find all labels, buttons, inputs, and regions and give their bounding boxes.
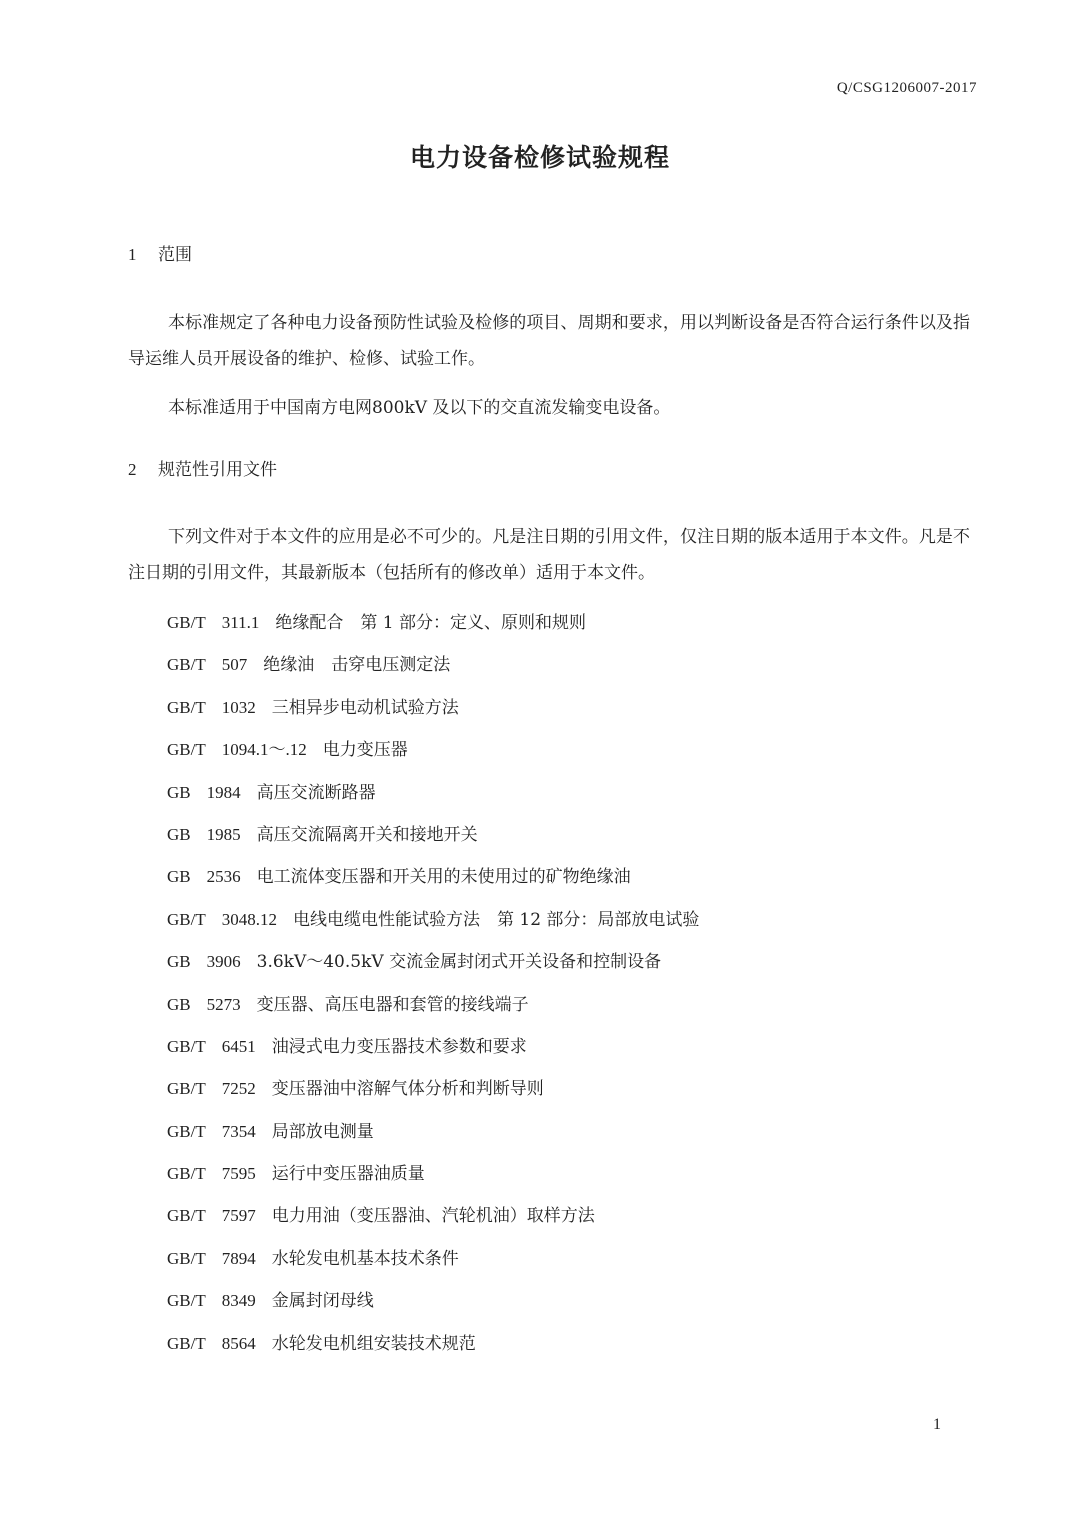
- reference-list: [167, 606, 699, 1369]
- standard-number: 6451: [221, 1036, 256, 1056]
- reference-item: [167, 691, 699, 733]
- standard-title: 3.6kV～40.5kV 交流金属封闭式开关设备和控制设备: [256, 952, 662, 973]
- reference-item: [167, 776, 699, 818]
- standard-title: 电力变压器: [322, 740, 408, 761]
- section-title: 规范性引用文件: [158, 460, 277, 480]
- section-number: 1: [128, 245, 137, 264]
- paragraph: 本标准适用于中国南方电网800kV 及以下的交直流发输变电设备。: [168, 398, 671, 418]
- page-number: 1: [933, 1416, 941, 1433]
- reference-item: [167, 606, 699, 648]
- reference-item: [167, 1284, 699, 1326]
- section-number: 2: [128, 460, 137, 479]
- standard-number: 7354: [221, 1121, 256, 1141]
- standard-title: 高压交流断路器: [256, 782, 376, 803]
- standard-title: 金属封闭母线: [271, 1291, 374, 1312]
- standard-title: 电线电缆电性能试验方法 第 12 部分：局部放电试验: [292, 909, 700, 930]
- standard-title: 变压器油中溶解气体分析和判断导则: [271, 1079, 544, 1100]
- standard-type: GB: [167, 867, 191, 887]
- standard-type: GB/T: [167, 740, 206, 760]
- paragraph: 下列文件对于本文件的应用是必不可少的。凡是注日期的引用文件，仅注日期的版本适用于本文件。凡是不注日期的引用文件，其最新版本（包括所有的修改单）适用于本文件。: [128, 527, 970, 583]
- reference-item: [167, 945, 699, 987]
- standard-number: 7595: [221, 1164, 256, 1184]
- standard-title: 运行中变压器油质量: [271, 1164, 425, 1185]
- standard-type: GB/T: [167, 1036, 206, 1056]
- section-heading-references: [128, 455, 277, 480]
- standard-type: GB/T: [167, 1333, 206, 1353]
- reference-item: [167, 988, 699, 1030]
- reference-item: [167, 860, 699, 902]
- standard-number: 7597: [221, 1206, 256, 1226]
- reference-item: [167, 1072, 699, 1114]
- reference-item: [167, 1327, 699, 1369]
- reference-item: [167, 903, 699, 945]
- standard-type: GB: [167, 952, 191, 972]
- standard-title: 电工流体变压器和开关用的未使用过的矿物绝缘油: [256, 867, 631, 888]
- standard-number: 311.1: [221, 613, 260, 632]
- section-title: 范围: [158, 245, 192, 265]
- page-title: 电力设备检修试验规程: [409, 143, 670, 172]
- standard-title: 水轮发电机组安装技术规范: [271, 1333, 476, 1354]
- standard-type: GB/T: [167, 1079, 206, 1099]
- section-heading-scope: [128, 240, 192, 265]
- standard-title: 绝缘配合 第 1 部分：定义、原则和规则: [275, 613, 586, 633]
- standard-type: GB/T: [167, 1206, 206, 1226]
- standard-number: 8564: [221, 1333, 256, 1353]
- standard-type: GB/T: [167, 1291, 206, 1311]
- standard-title: 水轮发电机基本技术条件: [271, 1248, 459, 1269]
- standard-type: GB/T: [167, 909, 206, 929]
- reference-item: [167, 733, 699, 775]
- reference-item: [167, 1242, 699, 1284]
- standard-number: 1032: [221, 697, 256, 717]
- standard-number: 3906: [206, 952, 241, 972]
- standard-type: GB: [167, 782, 191, 802]
- standard-number: 5273: [206, 994, 241, 1014]
- standard-type: GB/T: [167, 1121, 206, 1141]
- standard-type: GB: [167, 824, 191, 844]
- standard-title: 电力用油（变压器油、汽轮机油）取样方法: [271, 1206, 595, 1227]
- standard-number: 507: [221, 655, 248, 675]
- standard-title: 油浸式电力变压器技术参数和要求: [271, 1036, 527, 1057]
- standard-title: 局部放电测量: [271, 1121, 374, 1142]
- standard-number: 7894: [221, 1248, 256, 1268]
- reference-item: [167, 818, 699, 860]
- standard-type: GB/T: [167, 697, 206, 717]
- standard-title: 高压交流隔离开关和接地开关: [256, 824, 478, 845]
- standard-number: 3048.12: [221, 909, 277, 929]
- standard-type: GB/T: [167, 613, 206, 632]
- standard-number: 1985: [206, 824, 241, 844]
- standard-number: 7252: [221, 1079, 256, 1099]
- standard-type: GB: [167, 994, 191, 1014]
- standard-type: GB/T: [167, 655, 206, 675]
- standard-title: 变压器、高压电器和套管的接线端子: [256, 994, 529, 1015]
- standard-number: 1094.1～.12: [221, 740, 307, 760]
- reference-item: [167, 1030, 699, 1072]
- standard-number: 8349: [221, 1291, 256, 1311]
- standard-title: 绝缘油 击穿电压测定法: [263, 655, 451, 676]
- standard-number: 2536: [206, 867, 241, 887]
- reference-item: [167, 1157, 699, 1199]
- standard-type: GB/T: [167, 1164, 206, 1184]
- reference-item: [167, 1199, 699, 1241]
- standard-title: 三相异步电动机试验方法: [271, 697, 459, 718]
- document-code: Q/CSG1206007-2017: [836, 80, 977, 96]
- standard-type: GB/T: [167, 1248, 206, 1268]
- standard-number: 1984: [206, 782, 241, 802]
- reference-item: [167, 648, 699, 690]
- reference-item: [167, 1115, 699, 1157]
- paragraph: 本标准规定了各种电力设备预防性试验及检修的项目、周期和要求，用以判断设备是否符合运行条件以及指导运维人员开展设备的维护、检修、试验工作。: [128, 313, 970, 369]
